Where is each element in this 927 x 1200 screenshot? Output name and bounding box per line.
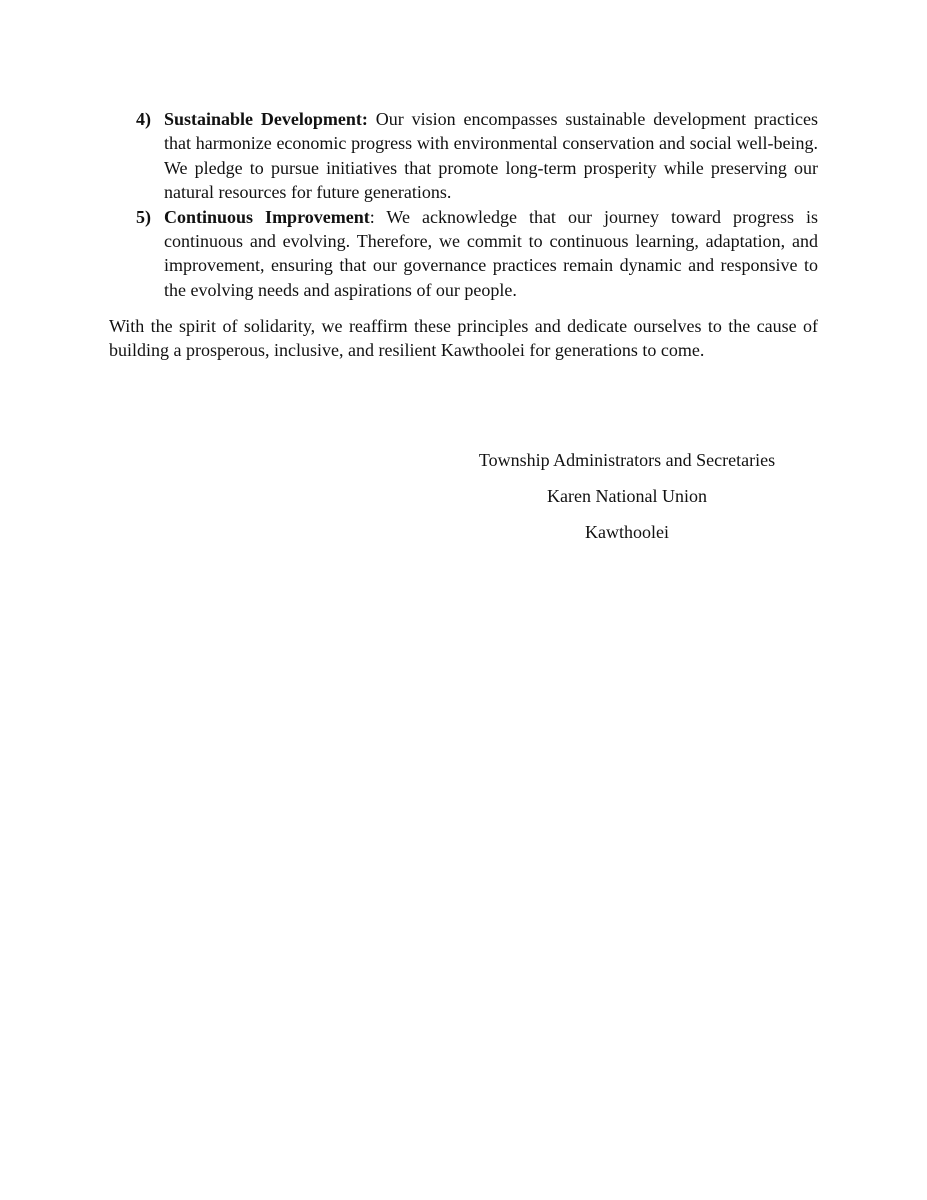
- signature-organization: Karen National Union: [547, 486, 707, 506]
- list-item-text: Our vision encompasses sustainable development practices that harmonize economic progress with environmental conservation and social well-being. We pledge to pursue initiatives that promote long-term prosperity while preserving our natural resources for future generations.: [164, 109, 818, 203]
- list-item-term: Sustainable Development:: [164, 109, 368, 129]
- closing-paragraph: With the spirit of solidarity, we reaffirm these principles and dedicate ourselves to the cause of building a prosperous, inclusive, and resilient Kawthoolei for generations to come.: [109, 316, 818, 361]
- list-item-text: : We acknowledge that our journey toward progress is continuous and evolving. Therefore, we commit to continuous learning, adaptation, and improvement, ensuring that our governance practices remain dynamic and responsive to the evolving needs and aspirations of our people.: [164, 206, 818, 300]
- principles-list: [136, 107, 818, 302]
- list-item-sustainable-development: [136, 107, 818, 205]
- list-marker: 5): [136, 206, 151, 227]
- list-marker: 4): [136, 109, 151, 129]
- signature-block: [452, 447, 802, 555]
- list-item-term: Continuous Improvement: [164, 206, 370, 227]
- signature-title: Township Administrators and Secretaries: [478, 450, 776, 470]
- signature-location: Kawthoolei: [585, 522, 669, 542]
- list-item-continuous-improvement: [136, 205, 818, 303]
